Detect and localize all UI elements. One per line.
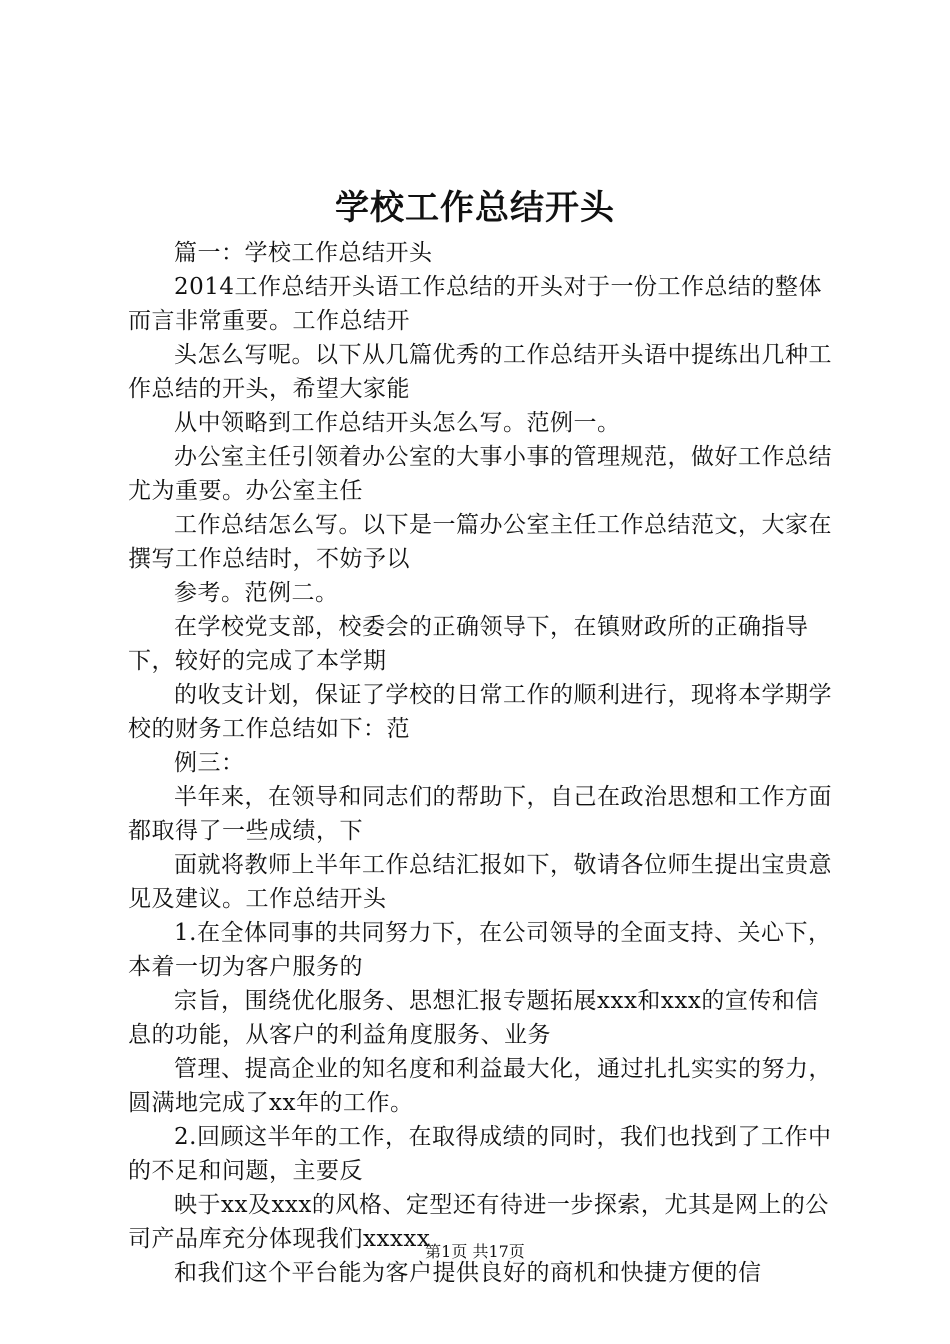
- paragraph: 在学校党支部，校委会的正确领导下，在镇财政所的正确指导下，较好的完成了本学期: [128, 614, 809, 674]
- paragraph: 例三：: [174, 750, 245, 776]
- paragraph: 1.在全体同事的共同努力下，在公司领导的全面支持、关心下，本着一切为客户服务的: [128, 920, 832, 980]
- paragraph: 2014工作总结开头语工作总结的开头对于一份工作总结的整体而言非常重要。工作总结开: [128, 274, 823, 334]
- document-title: 学校工作总结开头: [335, 188, 615, 228]
- paragraph: 和我们这个平台能为客户提供良好的商机和快捷方便的信: [174, 1260, 762, 1286]
- paragraph: 办公室主任引领着办公室的大事小事的管理规范，做好工作总结尤为重要。办公室主任: [128, 444, 832, 504]
- page-footer: 第1页 共17页: [425, 1242, 525, 1261]
- paragraph: 面就将教师上半年工作总结汇报如下，敬请各位师生提出宝贵意见及建议。工作总结开头: [128, 852, 832, 912]
- paragraph: 工作总结怎么写。以下是一篇办公室主任工作总结范文，大家在撰写工作总结时，不妨予以: [128, 512, 832, 572]
- paragraph: 篇一：学校工作总结开头: [174, 240, 433, 266]
- paragraph: 宗旨，围绕优化服务、思想汇报专题拓展xxx和xxx的宣传和信息的功能，从客户的利益角度服务、业务: [128, 988, 819, 1048]
- document-body: [128, 236, 832, 1290]
- paragraph: 参考。范例二。: [174, 580, 339, 606]
- paragraph: 映于xx及xxx的风格、定型还有待进一步探索，尤其是网上的公司产品库充分体现我们xxxxx: [128, 1192, 829, 1252]
- paragraph: 管理、提高企业的知名度和利益最大化，通过扎扎实实的努力，圆满地完成了xx年的工作。: [128, 1056, 832, 1116]
- paragraph: 的收支计划，保证了学校的日常工作的顺利进行，现将本学期学校的财务工作总结如下：范: [128, 682, 832, 742]
- paragraph: 头怎么写呢。以下从几篇优秀的工作总结开头语中提练出几种工作总结的开头，希望大家能: [128, 342, 832, 402]
- paragraph: 半年来，在领导和同志们的帮助下，自己在政治思想和工作方面都取得了一些成绩，下: [128, 784, 832, 844]
- paragraph: 2.回顾这半年的工作，在取得成绩的同时，我们也找到了工作中的不足和问题，主要反: [128, 1124, 832, 1184]
- paragraph: 从中领略到工作总结开头怎么写。范例一。: [174, 410, 621, 436]
